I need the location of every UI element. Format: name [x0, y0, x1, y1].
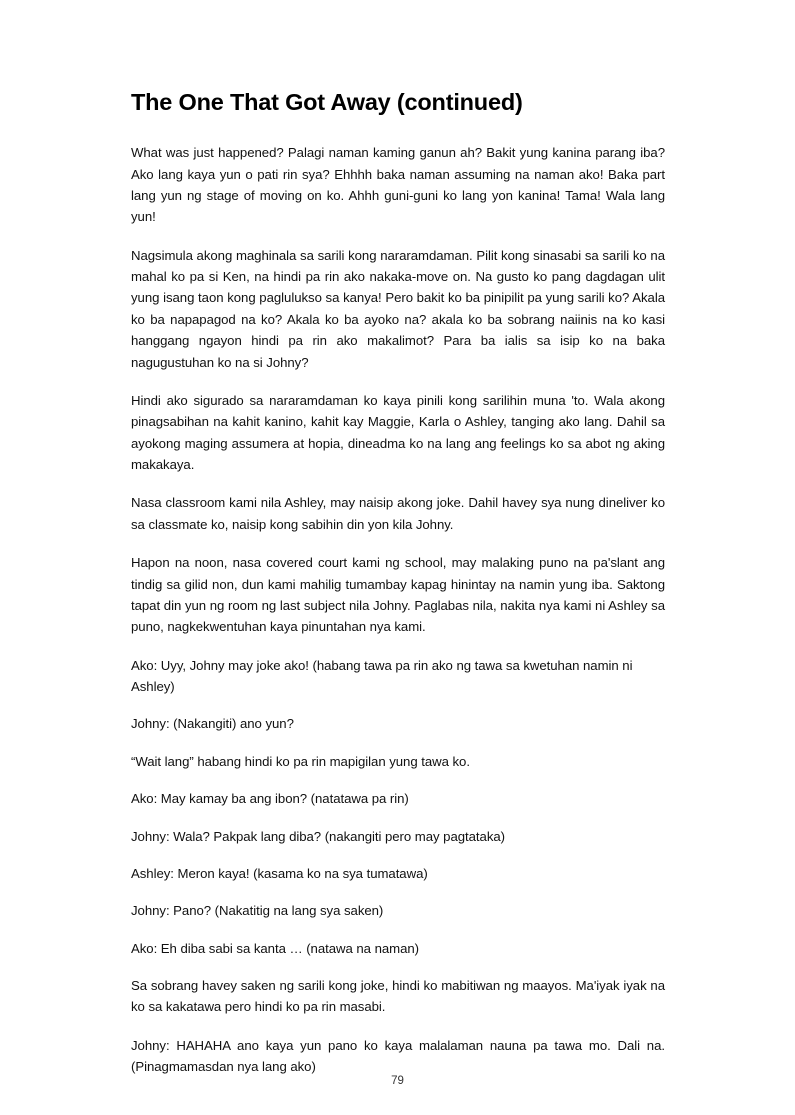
paragraph: Johny: HAHAHA ano kaya yun pano ko kaya malalaman nauna pa tawa mo. Dali na. (Pinagmamasdan nya lang ako): [131, 1037, 665, 1075]
dialogue-line: Johny: (Nakangiti) ano yun?: [131, 716, 294, 732]
dialogue-line: Ako: May kamay ba ang ibon? (natatawa pa rin): [131, 791, 409, 807]
page-title: The One That Got Away (continued): [131, 89, 523, 115]
paragraph: Sa sobrang havey saken ng sarili kong joke, hindi ko mabitiwan ng maayos. Ma'iyak iyak na ko sa kakatawa pero hindi ko pa rin masabi.: [131, 978, 665, 1015]
paragraph: Hapon na noon, nasa covered court kami ng school, may malaking puno na pa'slant ang tindig sa gilid non, dun kami mahilig tumambay kapag hinintay na namin yung iba. Saktong tapat din yun ng room ng last subject nila Johny. Paglabas nila, nakita nya kami ni Ashley sa puno, nagkekwentuhan kaya pinuntahan nya kami.: [131, 555, 665, 635]
dialogue-line: Ashley: Meron kaya! (kasama ko na sya tumatawa): [131, 865, 428, 881]
paragraph: What was just happened? Palagi naman kaming ganun ah? Bakit yung kanina parang iba? Ako lang kaya yun o pati rin sya? Ehhhh baka naman assuming na naman ako! Baka part lang yun ng stage of moving on ko. Ahhh guni-guni ko lang yon kanina! Tama! Wala lang yun!: [131, 145, 665, 225]
dialogue-line: “Wait lang” habang hindi ko pa rin mapigilan yung tawa ko.: [131, 753, 470, 769]
paragraph: Nasa classroom kami nila Ashley, may naisip akong joke. Dahil havey sya nung dineliver ko sa classmate ko, naisip kong sabihin din yon kila Johny.: [131, 495, 665, 532]
document-body: [131, 142, 665, 1077]
dialogue-line: Ako: Eh diba sabi sa kanta … (natawa na naman): [131, 940, 419, 956]
paragraph: Nagsimula akong maghinala sa sarili kong nararamdaman. Pilit kong sinasabi sa sarili ko na mahal ko pa si Ken, na hindi pa rin ako nakaka-move on. Na gusto ko pang dagdagan ulit yung isang taon kong paglulukso sa kanya! Pero bakit ko ba pinipilit pa yung sarili ko? Akala ko ba napapagod na ko? Akala ko ba ayoko na? akala ko ba sobrang naiinis na ko kasi hanggang ngayon hindi pa rin ako makalimot? Para ba ialis sa isip ko na baka nagugustuhan ko na si Johny?: [131, 247, 665, 370]
dialogue-line: Ako: Uyy, Johny may joke ako! (habang tawa pa rin ako ng tawa sa kwetuhan namin ni Ashley): [131, 657, 633, 695]
page-number: 79: [391, 1074, 404, 1087]
paragraph: Hindi ako sigurado sa nararamdaman ko kaya pinili kong sarilihin muna 'to. Wala akong pinagsabihan na kahit kanino, kahit kay Maggie, Karla o Ashley, tanging ako lang. Dahil sa ayokong maging assumera at hopia, dineadma ko na lang ang feelings ko sa abot ng aking makakaya.: [131, 392, 665, 473]
dialogue-line: Johny: Pano? (Nakatitig na lang sya saken): [131, 903, 384, 919]
dialogue-line: Johny: Wala? Pakpak lang diba? (nakangiti pero may pagtataka): [131, 828, 505, 844]
